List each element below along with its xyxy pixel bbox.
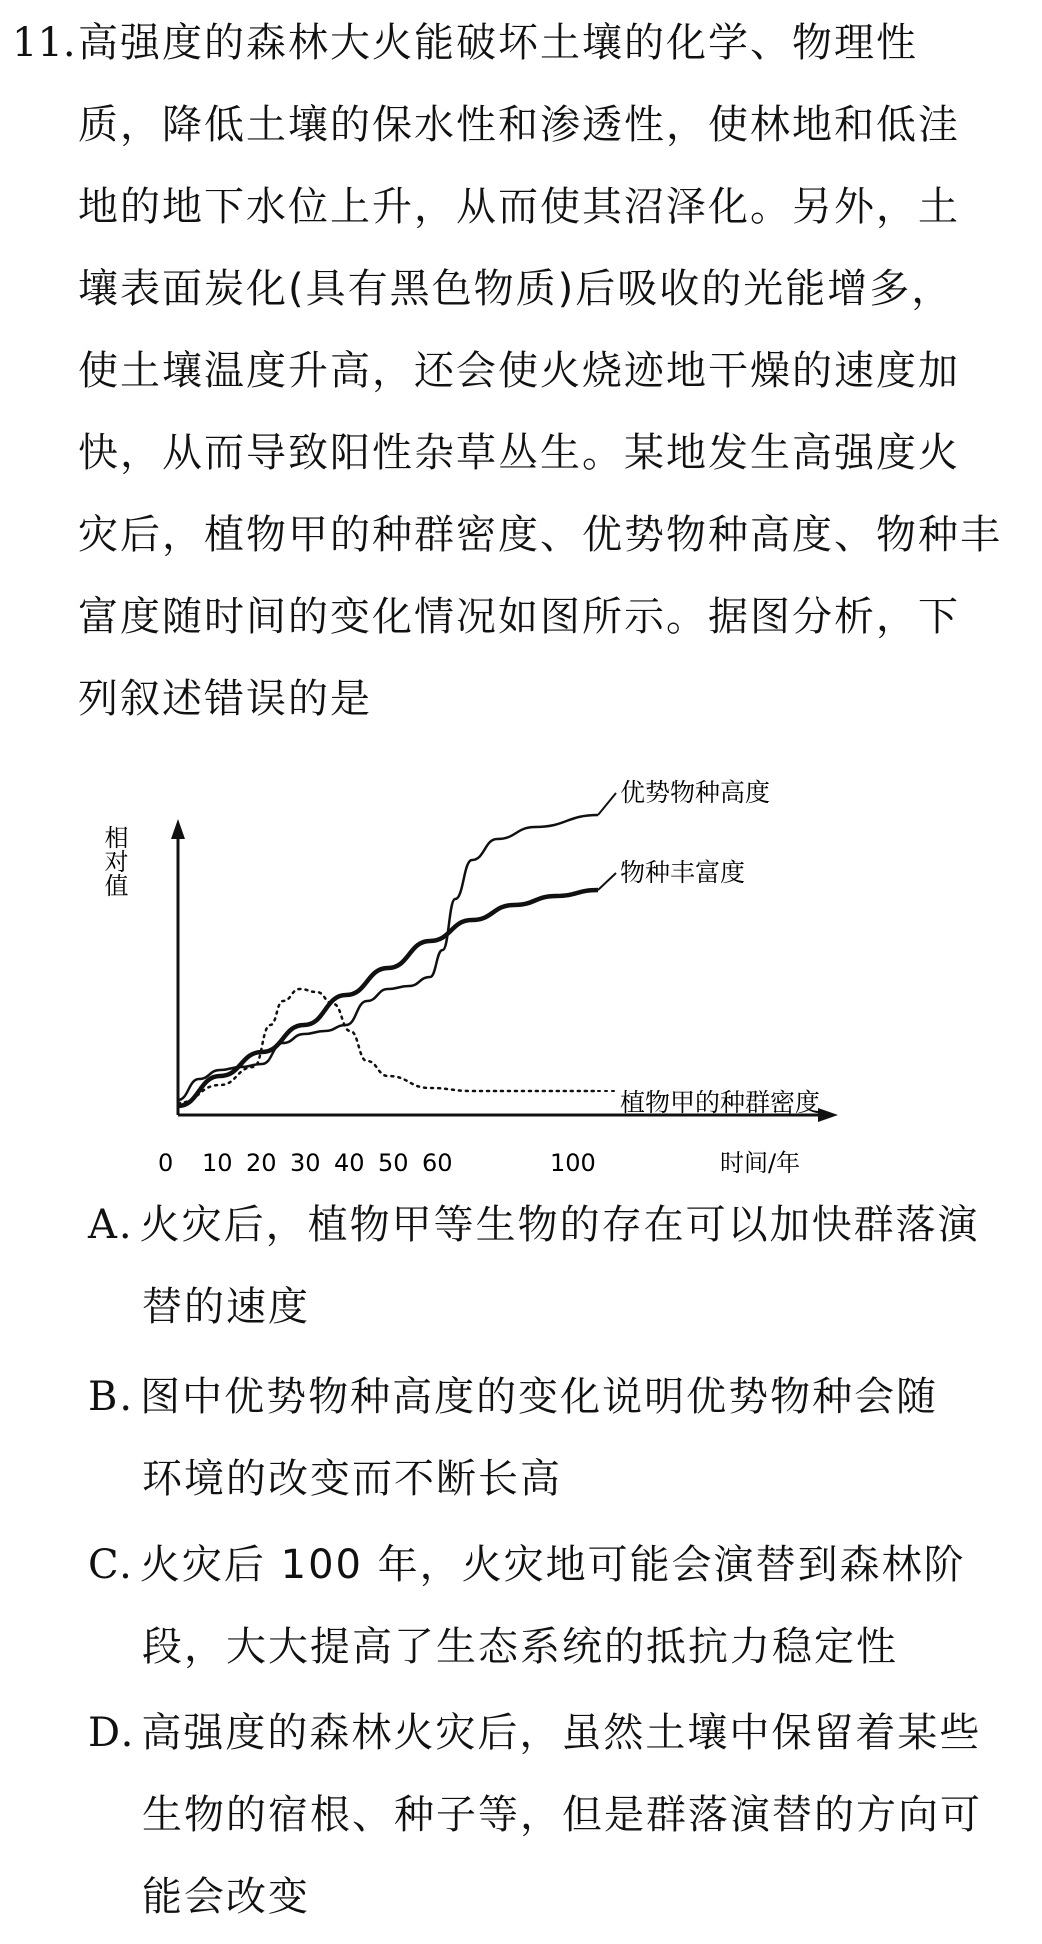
option-d-letter: D. xyxy=(88,1710,136,1756)
series-label-dominant-height: 优势物种高度 xyxy=(620,778,771,807)
option-a-letter: A. xyxy=(88,1202,134,1248)
option-b-text-1: 图中优势物种高度的变化说明优势物种会随 xyxy=(140,1374,939,1420)
question-stem-line-1: 高强度的森林大火能破坏土壤的化学、物理性 xyxy=(78,20,918,66)
option-d-line-1 xyxy=(88,1706,988,1760)
option-d-text-1: 高强度的森林火灾后，虽然土壤中保留着某些 xyxy=(141,1710,982,1756)
question-stem-line-6: 快，从而导致阳性杂草丛生。某地发生高强度火 xyxy=(78,430,960,476)
y-axis xyxy=(171,819,185,1115)
option-d-line-2: 生物的宿根、种子等，但是群落演替的方向可 xyxy=(142,1792,982,1838)
leader-species-richness xyxy=(598,873,616,890)
succession-chart xyxy=(100,755,890,1185)
x-tick-40: 40 xyxy=(334,1149,365,1177)
chart-canvas xyxy=(100,755,890,1185)
x-tick-30: 30 xyxy=(290,1149,321,1177)
question-stem-line-2: 质，降低土壤的保水性和渗透性，使林地和低洼 xyxy=(78,102,960,148)
y-axis-label: 相对值 xyxy=(100,825,128,897)
x-tick-100: 100 xyxy=(550,1149,596,1177)
option-a-text-1: 火灾后，植物甲等生物的存在可以加快群落演 xyxy=(139,1202,980,1248)
series-line-dominant-height xyxy=(178,815,598,1100)
series-line-species-richness xyxy=(178,890,598,1106)
x-axis-label: 时间/年 xyxy=(720,1149,801,1177)
option-b-line-1 xyxy=(88,1370,988,1424)
question-stem-line-8: 富度随时间的变化情况如图所示。据图分析，下 xyxy=(78,594,960,640)
series-label-species-richness: 物种丰富度 xyxy=(620,858,746,887)
option-c-line-1 xyxy=(88,1538,988,1592)
option-c-line-2: 段，大大提高了生态系统的抵抗力稳定性 xyxy=(142,1624,898,1670)
x-tick-60: 60 xyxy=(422,1149,453,1177)
option-a-line-1 xyxy=(88,1198,988,1252)
question-stem-line-9: 列叙述错误的是 xyxy=(78,676,372,722)
option-b-letter: B. xyxy=(88,1374,135,1420)
x-tick-0: 0 xyxy=(158,1149,174,1177)
y-axis-arrow-icon xyxy=(171,819,185,839)
option-d-line-3: 能会改变 xyxy=(142,1874,310,1920)
x-tick-20: 20 xyxy=(246,1149,277,1177)
series-label-plant-a-density: 植物甲的种群密度 xyxy=(620,1088,821,1117)
x-axis-arrow-icon xyxy=(818,1108,838,1122)
series-group xyxy=(178,793,616,1106)
question-stem-line-3: 地的地下水位上升，从而使其沼泽化。另外，土 xyxy=(78,184,960,230)
option-c-letter: C. xyxy=(88,1542,134,1588)
question-stem-line-5: 使土壤温度升高，还会使火烧迹地干燥的速度加 xyxy=(78,348,960,394)
option-b-line-2: 环境的改变而不断长高 xyxy=(142,1456,562,1502)
leader-dominant-height xyxy=(598,793,616,815)
question-number: 11. xyxy=(12,20,76,66)
option-a-line-2: 替的速度 xyxy=(142,1284,310,1330)
option-c-text-1: 火灾后 100 年，火灾地可能会演替到森林阶 xyxy=(139,1542,966,1588)
question-stem-line-7: 灾后，植物甲的种群密度、优势物种高度、物种丰 xyxy=(78,512,1002,558)
question-stem-line-4: 壤表面炭化(具有黑色物质)后吸收的光能增多， xyxy=(78,266,954,312)
x-tick-10: 10 xyxy=(202,1149,233,1177)
series-line-plant-a-density xyxy=(178,989,598,1103)
x-tick-50: 50 xyxy=(378,1149,409,1177)
